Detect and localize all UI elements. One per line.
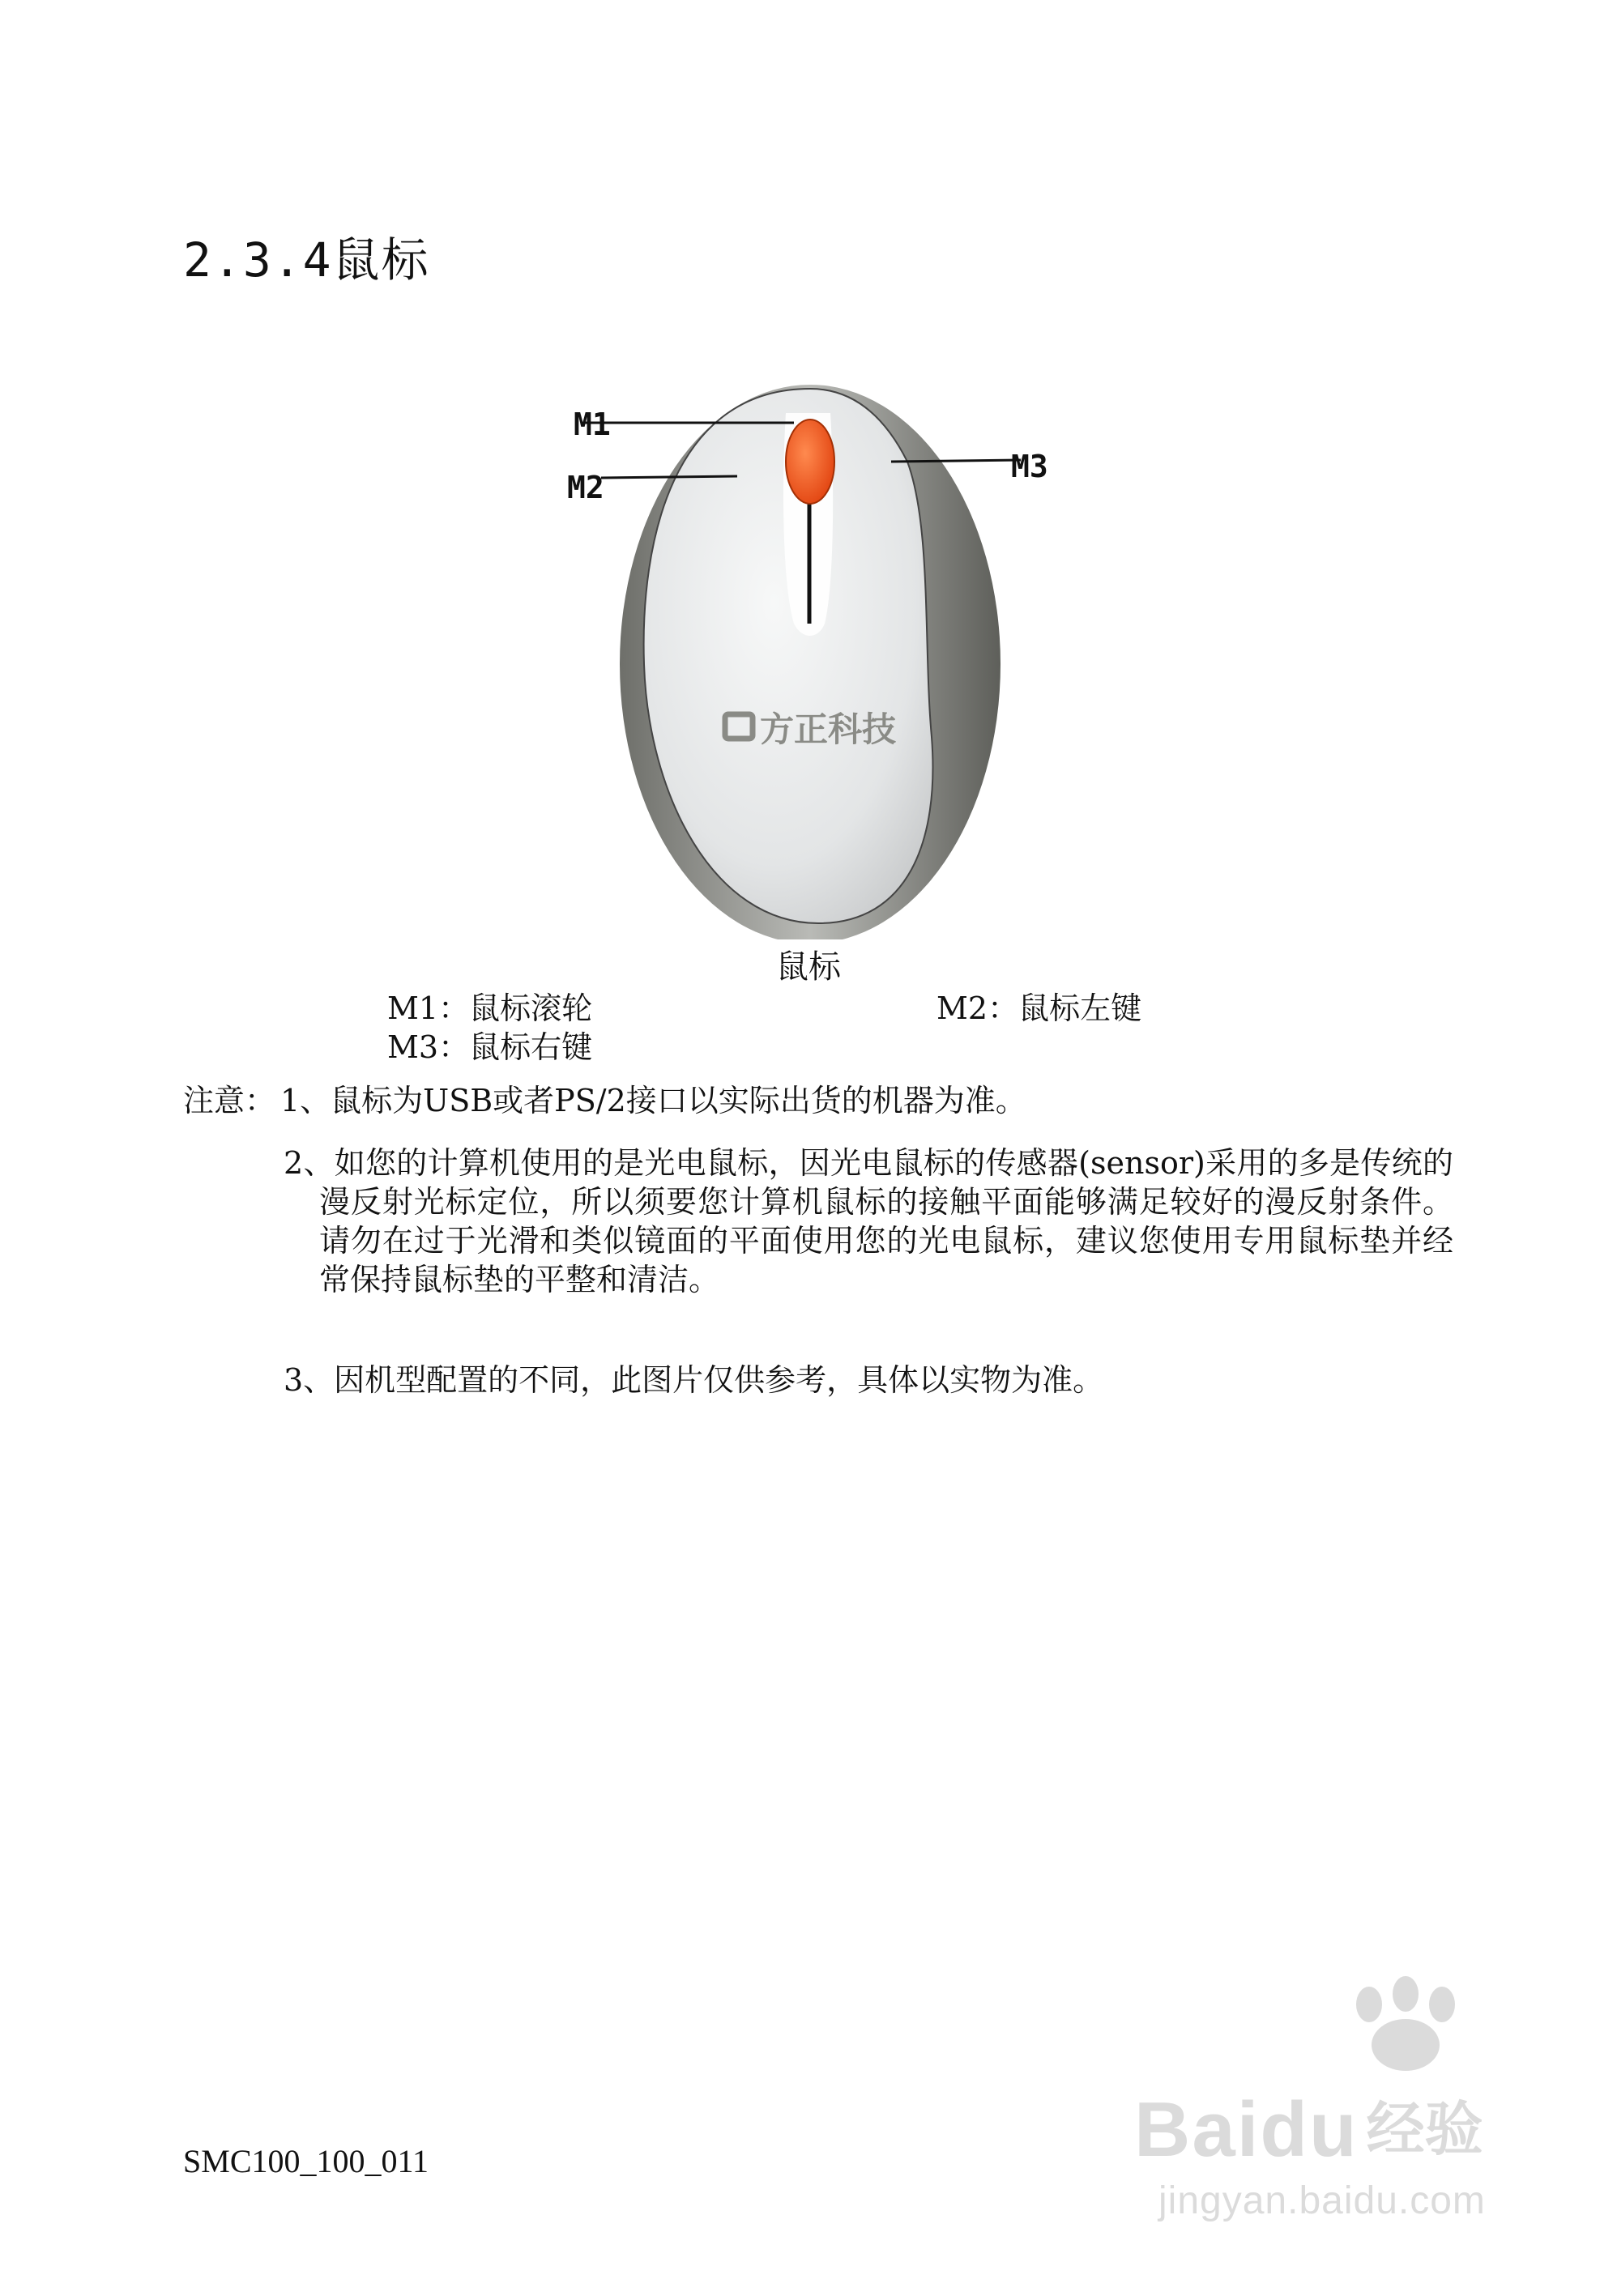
document-code: SMC100_100_011 bbox=[183, 2143, 429, 2179]
mouse-illustration bbox=[551, 356, 1069, 939]
legend-m2: M2：鼠标左键 bbox=[936, 990, 1142, 1026]
m1-callout: M1 bbox=[574, 407, 611, 442]
note-item-3: 3、因机型配置的不同，此图片仅供参考，具体以实物为准。 bbox=[284, 1362, 1104, 1398]
paw-icon bbox=[1337, 1976, 1474, 2073]
legend-m1: M1：鼠标滚轮 bbox=[387, 990, 593, 1026]
notes-label: 注意： bbox=[183, 1083, 276, 1118]
figure-caption: 鼠标 bbox=[776, 948, 841, 986]
note-item-2: 2、如您的计算机使用的是光电鼠标，因光电鼠标的传感器(sensor)采用的多是传统的漫反射光标定位，所以须要您计算机鼠标的接触平面能够满足较好的漫反射条件。请勿在过于光滑和类似镜面的平面使用您的光电鼠标，建议您使用专用鼠标垫并经常保持鼠标垫的平整和清洁。 bbox=[284, 1145, 1453, 1297]
m2-leader bbox=[601, 476, 737, 478]
watermark-label: 经验 bbox=[1366, 2098, 1483, 2162]
baidu-jingyan-watermark bbox=[1134, 2041, 1523, 2243]
mouse-figure bbox=[551, 356, 1069, 939]
section-title: 2.3.4鼠标 bbox=[183, 232, 430, 288]
watermark-url: jingyan.baidu.com bbox=[1158, 2179, 1486, 2222]
m3-leader bbox=[891, 460, 1021, 462]
m3-callout: M3 bbox=[1011, 449, 1048, 484]
note-item-1: 1、鼠标为USB或者PS/2接口以实际出货的机器为准。 bbox=[280, 1083, 1026, 1118]
brand-on-device: 方正科技 bbox=[760, 709, 897, 749]
m2-callout: M2 bbox=[567, 470, 604, 505]
watermark-brand: Bai bbox=[1134, 2086, 1261, 2173]
scroll-wheel-shape bbox=[786, 420, 834, 504]
watermark-brand-2: du bbox=[1260, 2086, 1359, 2173]
legend-m3: M3：鼠标右键 bbox=[387, 1029, 593, 1065]
